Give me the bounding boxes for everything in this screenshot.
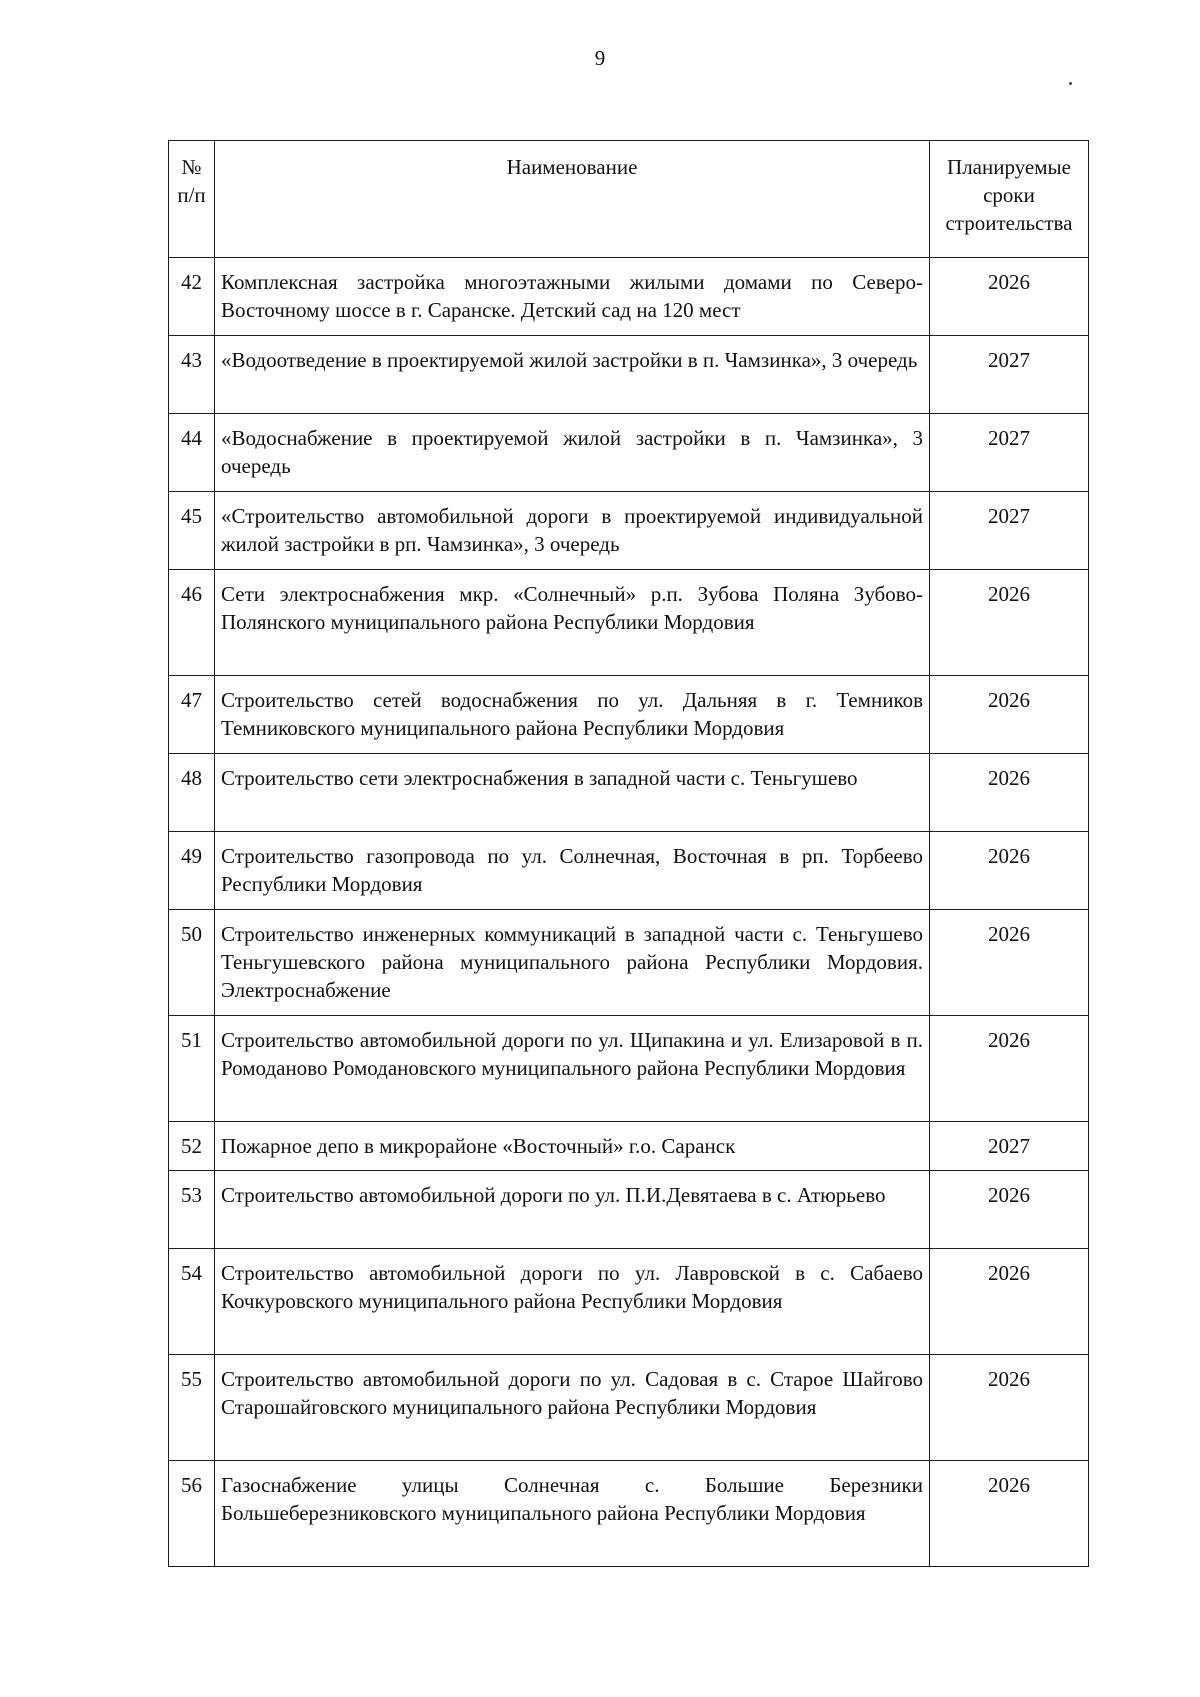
row-year: 2026 bbox=[930, 754, 1089, 832]
row-year: 2026 bbox=[930, 1461, 1089, 1567]
row-name: Сети электроснабжения мкр. «Солнечный» р.п. Зубова Поляна Зубово-Полянского муниципального района Республики Мордовия bbox=[215, 570, 930, 676]
header-num: № п/п bbox=[169, 141, 215, 258]
row-year: 2026 bbox=[930, 1355, 1089, 1461]
row-year: 2026 bbox=[930, 832, 1089, 910]
row-name: «Строительство автомобильной дороги в проектируемой индивидуальной жилой застройки в рп. Чамзинка», 3 очередь bbox=[215, 492, 930, 570]
row-num: 53 bbox=[169, 1171, 215, 1249]
table-row bbox=[169, 258, 1089, 336]
row-year: 2026 bbox=[930, 910, 1089, 1016]
row-name: «Водоотведение в проектируемой жилой застройки в п. Чамзинка», 3 очередь bbox=[215, 336, 930, 414]
row-num: 56 bbox=[169, 1461, 215, 1567]
row-num: 42 bbox=[169, 258, 215, 336]
header-year: Планируемые сроки строительства bbox=[930, 141, 1089, 258]
table-row bbox=[169, 1355, 1089, 1461]
row-year: 2026 bbox=[930, 1249, 1089, 1355]
row-name: «Водоснабжение в проектируемой жилой застройки в п. Чамзинка», 3 очередь bbox=[215, 414, 930, 492]
table-header-row bbox=[169, 141, 1089, 258]
row-name: Комплексная застройка многоэтажными жилыми домами по Северо-Восточному шоссе в г. Саранске. Детский сад на 120 мест bbox=[215, 258, 930, 336]
row-name: Пожарное депо в микрорайоне «Восточный» г.о. Саранск bbox=[215, 1122, 930, 1171]
row-year: 2027 bbox=[930, 1122, 1089, 1171]
row-num: 43 bbox=[169, 336, 215, 414]
table-row bbox=[169, 336, 1089, 414]
row-year: 2026 bbox=[930, 570, 1089, 676]
row-year: 2027 bbox=[930, 492, 1089, 570]
row-year: 2026 bbox=[930, 1016, 1089, 1122]
table-row bbox=[169, 832, 1089, 910]
row-year: 2027 bbox=[930, 414, 1089, 492]
row-name: Строительство автомобильной дороги по ул. Щипакина и ул. Елизаровой в п. Ромоданово Ромодановского муниципального района Республики Мордовия bbox=[215, 1016, 930, 1122]
row-name: Строительство сетей водоснабжения по ул. Дальняя в г. Темников Темниковского муниципального района Республики Мордовия bbox=[215, 676, 930, 754]
row-year: 2026 bbox=[930, 1171, 1089, 1249]
header-name: Наименование bbox=[215, 141, 930, 258]
row-num: 46 bbox=[169, 570, 215, 676]
row-num: 47 bbox=[169, 676, 215, 754]
row-name: Строительство автомобильной дороги по ул. П.И.Девятаева в с. Атюрьево bbox=[215, 1171, 930, 1249]
table-row bbox=[169, 414, 1089, 492]
row-num: 45 bbox=[169, 492, 215, 570]
row-num: 49 bbox=[169, 832, 215, 910]
row-name: Газоснабжение улицы Солнечная с. Большие Березники Большеберезниковского муниципального района Республики Мордовия bbox=[215, 1461, 930, 1567]
row-num: 55 bbox=[169, 1355, 215, 1461]
row-num: 48 bbox=[169, 754, 215, 832]
table-row bbox=[169, 1171, 1089, 1249]
row-name: Строительство автомобильной дороги по ул. Садовая в с. Старое Шайгово Старошайговского муниципального района Республики Мордовия bbox=[215, 1355, 930, 1461]
row-year: 2026 bbox=[930, 676, 1089, 754]
table-row bbox=[169, 492, 1089, 570]
table-row bbox=[169, 910, 1089, 1016]
row-num: 44 bbox=[169, 414, 215, 492]
row-year: 2026 bbox=[930, 258, 1089, 336]
row-num: 52 bbox=[169, 1122, 215, 1171]
row-year: 2027 bbox=[930, 336, 1089, 414]
row-name: Строительство автомобильной дороги по ул. Лавровской в с. Сабаево Кочкуровского муниципального района Республики Мордовия bbox=[215, 1249, 930, 1355]
row-num: 54 bbox=[169, 1249, 215, 1355]
row-name: Строительство газопровода по ул. Солнечная, Восточная в рп. Торбеево Республики Мордовия bbox=[215, 832, 930, 910]
row-num: 50 bbox=[169, 910, 215, 1016]
row-name: Строительство сети электроснабжения в западной части с. Теньгушево bbox=[215, 754, 930, 832]
table-row bbox=[169, 570, 1089, 676]
scan-speck bbox=[1069, 82, 1072, 85]
table-row bbox=[169, 676, 1089, 754]
table-row bbox=[169, 1122, 1089, 1171]
table-row bbox=[169, 1016, 1089, 1122]
table-row bbox=[169, 754, 1089, 832]
row-num: 51 bbox=[169, 1016, 215, 1122]
page-number: 9 bbox=[594, 46, 606, 70]
row-name: Строительство инженерных коммуникаций в западной части с. Теньгушево Теньгушевского района муниципального района Республики Мордовия. Электроснабжение bbox=[215, 910, 930, 1016]
table-row bbox=[169, 1249, 1089, 1355]
construction-schedule-table bbox=[168, 140, 1089, 1567]
table-row bbox=[169, 1461, 1089, 1567]
